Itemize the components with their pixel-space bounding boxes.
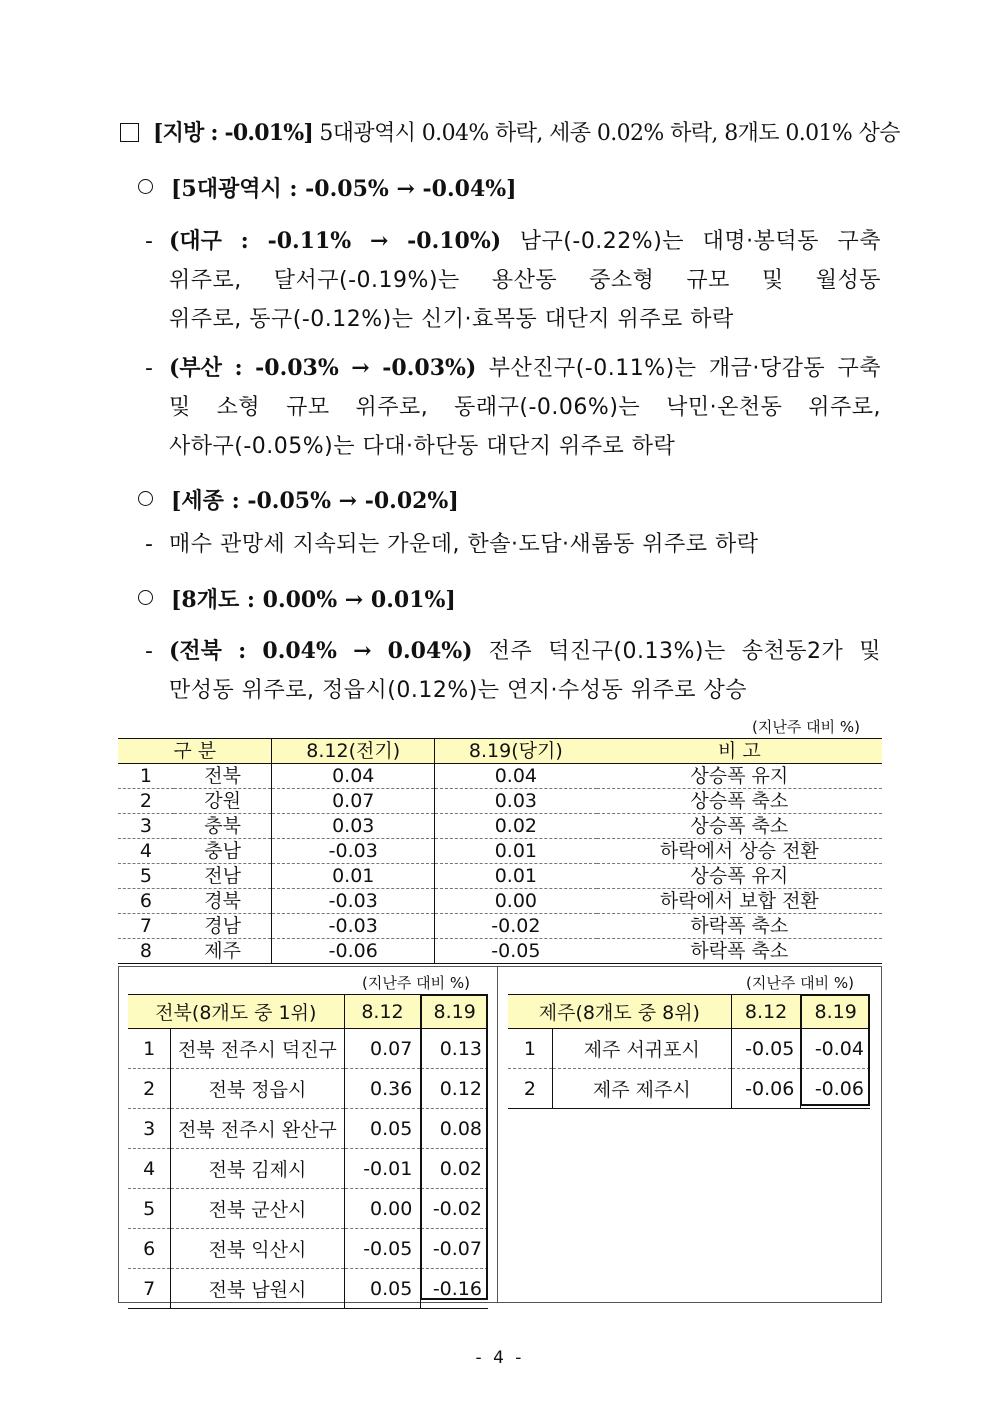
- table-row: 5 전남 0.01 0.01 상승폭 유지: [118, 864, 882, 889]
- checkbox-square-icon: [120, 123, 139, 142]
- jeonbuk-table-unit: (지난주 대비 %): [362, 974, 470, 992]
- heading-bracket: [지방 : -0.01%]: [153, 120, 313, 146]
- circle-bullet-icon: [138, 179, 153, 194]
- table-row: 8 제주 -0.06 -0.05 하락폭 축소: [118, 939, 882, 964]
- table-row: 1 제주 서귀포시 -0.05 -0.04: [508, 1029, 870, 1069]
- provinces-heading: [8개도 : 0.00% → 0.01%]: [138, 583, 456, 614]
- table-row: 2 제주 제주시 -0.06 -0.06: [508, 1069, 870, 1109]
- header-prev: 8.12(전기): [272, 739, 435, 764]
- table-row: 1 전북 전주시 덕진구 0.07 0.13: [128, 1029, 488, 1069]
- subtables-divider: [497, 966, 498, 1303]
- table-row: 7 경남 -0.03 -0.02 하락폭 축소: [118, 914, 882, 939]
- page-number: - 4 -: [475, 1348, 525, 1368]
- table-row: 1 전북 0.04 0.04 상승폭 유지: [118, 764, 882, 789]
- section-heading: [120, 116, 900, 147]
- busan-paragraph: - (부산 : -0.03% → -0.03%) 부산진구(-0.11%)는 개금·당감동 구축 및 소형 규모 위주로, 동래구(-0.06%)는 낙민·온천동 위주로, 사하구(-0.05%)는 다대·하단동 대단지 위주로 하락: [145, 355, 881, 459]
- table-row: 2 전북 정읍시 0.36 0.12: [128, 1069, 488, 1109]
- jeonbuk-table-title: 전북(8개도 중 1위): [128, 995, 344, 1029]
- sejong-paragraph: - 매수 관망세 지속되는 가운데, 한솔·도담·새롬동 위주로 하락: [145, 532, 759, 557]
- jeju-table-title: 제주(8개도 중 8위): [508, 995, 731, 1029]
- circle-bullet-icon: [138, 590, 153, 605]
- table-header-row: [118, 739, 882, 764]
- table-row: 4 충남 -0.03 0.01 하락에서 상승 전환: [118, 839, 882, 864]
- table-row: 3 충북 0.03 0.02 상승폭 축소: [118, 814, 882, 839]
- jeju-table: [508, 994, 870, 1109]
- table-row: 5 전북 군산시 0.00 -0.02: [128, 1189, 488, 1229]
- header-note: 비 고: [597, 739, 882, 764]
- sejong-heading: [세종 : -0.05% → -0.02%]: [138, 484, 459, 515]
- table-row: 7 전북 남원시 0.05 -0.16: [128, 1269, 488, 1309]
- header-category: 구 분: [118, 739, 272, 764]
- provinces-table: [118, 738, 882, 964]
- jeonbuk-paragraph: - (전북 : 0.04% → 0.04%) 전주 덕진구(0.13%)는 송천동2가 및 만성동 위주로, 정읍시(0.12%)는 연지·수성동 위주로 상승: [145, 638, 881, 703]
- table-header-row: 전북(8개도 중 1위) 8.12 8.19: [128, 995, 488, 1029]
- main-table-unit: (지난주 대비 %): [752, 718, 860, 736]
- daegu-paragraph: - (대구 : -0.11% → -0.10%) 남구(-0.22%)는 대명·봉덕동 구축 위주로, 달서구(-0.19%)는 용산동 중소형 규모 및 월성동 위주로, 동구(-0.12%)는 신기·효목동 대단지 위주로 하락: [145, 228, 881, 332]
- table-row: 6 경북 -0.03 0.00 하락에서 보합 전환: [118, 889, 882, 914]
- circle-bullet-icon: [138, 491, 153, 506]
- table-row: 4 전북 김제시 -0.01 0.02: [128, 1149, 488, 1189]
- table-row: 2 강원 0.07 0.03 상승폭 축소: [118, 789, 882, 814]
- jeonbuk-table: [128, 994, 488, 1309]
- table-row: 3 전북 전주시 완산구 0.05 0.08: [128, 1109, 488, 1149]
- jeju-table-unit: (지난주 대비 %): [746, 974, 854, 992]
- header-curr: 8.19(당기): [435, 739, 597, 764]
- table-header-row: 제주(8개도 중 8위) 8.12 8.19: [508, 995, 870, 1029]
- heading-summary: 5대광역시 0.04% 하락, 세종 0.02% 하락, 8개도 0.01% 상승: [312, 121, 900, 146]
- table-row: 6 전북 익산시 -0.05 -0.07: [128, 1229, 488, 1269]
- metro-heading: [5대광역시 : -0.05% → -0.04%]: [138, 172, 517, 203]
